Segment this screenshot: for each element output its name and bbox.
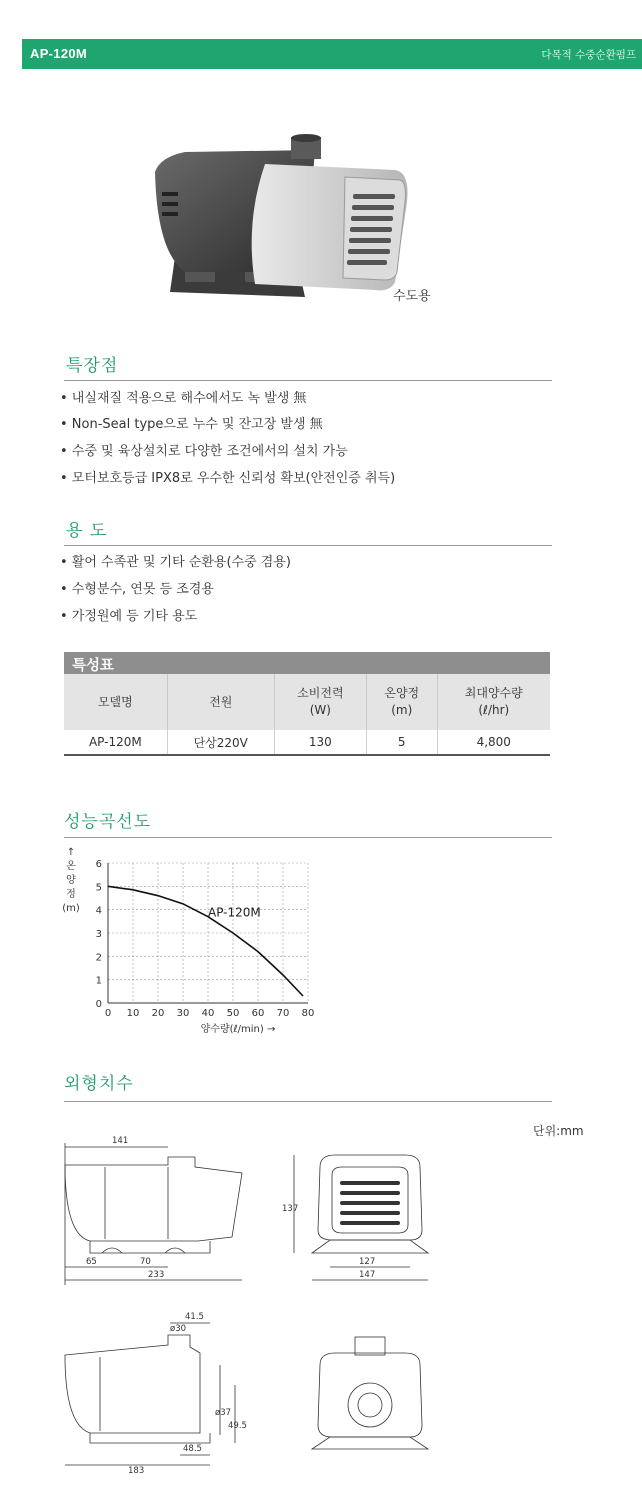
x-tick-label: 20	[151, 1008, 165, 1019]
features-divider	[64, 380, 552, 381]
y-tick-label: 2	[95, 952, 102, 964]
usage-divider	[64, 545, 552, 546]
x-tick-label: 0	[104, 1008, 112, 1019]
spec-cell: 130	[274, 730, 366, 755]
dim-outlet-dia: ø30	[170, 1324, 187, 1334]
performance-divider	[64, 837, 552, 838]
y-axis-label: 양	[66, 875, 76, 886]
y-axis-label: (m)	[62, 903, 80, 914]
feature-item: • 내실재질 적용으로 해수에서도 녹 발생 無	[60, 391, 307, 406]
dim-height: 137	[282, 1204, 299, 1214]
usage-item: • 활어 수족관 및 기타 순환용(수중 겸용)	[60, 555, 291, 570]
y-tick-label: 3	[95, 929, 102, 940]
feature-item: • Non-Seal type으로 누수 및 잔고장 발생 無	[60, 417, 323, 432]
spec-col-header: 소비전력 (W)	[274, 674, 366, 730]
spec-table-header	[64, 652, 550, 674]
series-label: AP-120M	[208, 905, 261, 920]
x-tick-label: 80	[301, 1008, 315, 1019]
model-label: AP-120M	[30, 46, 88, 61]
unit-label: 단위:mm	[533, 1124, 584, 1138]
spec-col-header: 모델명	[64, 674, 167, 730]
x-axis-label: 양수량(ℓ/min) →	[200, 1024, 276, 1035]
spec-title: 특성표	[72, 658, 115, 674]
product-caption: 수도용	[393, 289, 431, 304]
spec-cell: 4,800	[437, 730, 550, 755]
dim-side-length: 183	[128, 1466, 145, 1475]
performance-title: 성능곡선도	[64, 812, 152, 832]
product-pump-image	[145, 132, 415, 312]
feature-item: • 수중 및 육상설치로 다양한 조건에서의 설치 가능	[60, 444, 348, 459]
y-axis-label: 정	[66, 889, 76, 900]
usage-title: 용 도	[66, 521, 108, 541]
dimension-drawings	[50, 1125, 510, 1475]
dimensions-divider	[64, 1101, 552, 1102]
dim-left-offset: 65	[86, 1257, 97, 1267]
dim-base-inner: 127	[359, 1257, 376, 1267]
spec-col-header: 온양정 (m)	[366, 674, 437, 730]
y-axis-label: ↑	[66, 847, 76, 858]
usage-item: • 수형분수, 연못 등 조경용	[60, 582, 214, 597]
table-row	[64, 730, 550, 755]
spec-table	[64, 674, 550, 756]
dim-base-outer: 147	[359, 1270, 376, 1280]
x-tick-label: 40	[201, 1008, 215, 1019]
y-tick-label: 4	[95, 905, 102, 917]
x-tick-label: 10	[126, 1008, 140, 1019]
spec-col-header: 전원	[167, 674, 274, 730]
spec-col-header: 최대양수량 (ℓ/hr)	[437, 674, 550, 730]
feature-item: • 모터보호등급 IPX8로 우수한 신뢰성 확보(안전인증 취득)	[60, 471, 396, 486]
y-tick-label: 5	[95, 882, 102, 894]
y-tick-label: 6	[95, 859, 102, 870]
features-title: 특장점	[66, 356, 119, 376]
dim-base-depth: 48.5	[183, 1444, 202, 1454]
spec-cell: AP-120M	[64, 730, 167, 755]
dim-top-width: 141	[112, 1136, 129, 1146]
dimensions-title: 외형치수	[64, 1074, 134, 1094]
spec-cell: 5	[366, 730, 437, 755]
y-tick-label: 0	[95, 999, 102, 1010]
dim-inlet-dia: ø37	[215, 1408, 232, 1418]
spec-cell: 단상220V	[167, 730, 274, 755]
dim-outlet-offset: 41.5	[185, 1312, 204, 1322]
x-tick-label: 60	[251, 1008, 265, 1019]
dim-inlet-height: 49.5	[228, 1421, 247, 1431]
usage-item: • 가정원예 등 기타 용도	[60, 609, 198, 624]
x-tick-label: 50	[226, 1008, 240, 1019]
x-tick-label: 30	[176, 1008, 190, 1019]
y-axis-label: 온	[66, 861, 76, 872]
performance-chart	[58, 845, 328, 1045]
x-tick-label: 70	[276, 1008, 290, 1019]
category-label: 다목적 수중순환펌프	[541, 49, 636, 61]
dim-total-length: 233	[148, 1270, 165, 1280]
dim-mid-width: 70	[140, 1257, 151, 1267]
y-tick-label: 1	[95, 975, 102, 987]
header-bar	[22, 39, 642, 69]
